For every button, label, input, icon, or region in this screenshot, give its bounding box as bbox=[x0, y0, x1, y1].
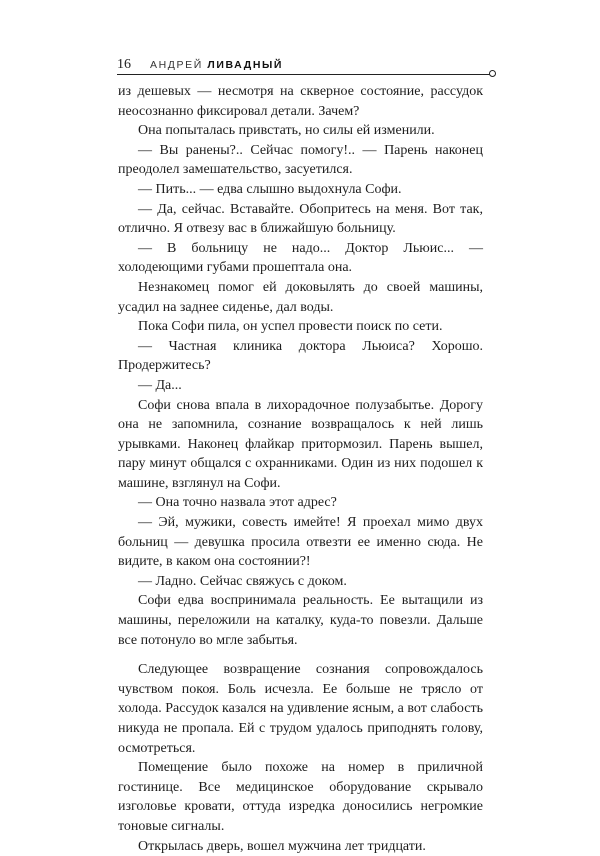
paragraph: — Частная клиника доктора Льюиса? Хорошо. Продержитесь? bbox=[118, 338, 483, 374]
running-header bbox=[117, 57, 496, 75]
paragraph: Она попыталась привстать, но силы ей изменили. bbox=[138, 123, 435, 139]
paragraph: Следующее возвращение сознания сопровождалось чувством покоя. Боль исчезла. Ее больше не трясло от холода. Рассудок казался на удивление ясным, а вот слабость никуда не пропала. Ей с трудом удалось приподнять голову, осмотреться. bbox=[118, 662, 483, 756]
author-name bbox=[150, 58, 283, 72]
paragraph: — Вы ранены?.. Сейчас помогу!.. — Парень наконец преодолел замешательство, засуетился. bbox=[118, 142, 483, 178]
author-first-name: АНДРЕЙ bbox=[150, 59, 203, 71]
body-text bbox=[118, 82, 483, 856]
paragraph: — Ладно. Сейчас свяжусь с доком. bbox=[138, 573, 347, 589]
paragraph: — Да... bbox=[138, 377, 182, 393]
paragraph: — Пить... — едва слышно выдохнула Софи. bbox=[138, 181, 402, 197]
paragraph: Незнакомец помог ей доковылять до своей машины, усадил на заднее сиденье, дал воды. bbox=[118, 279, 483, 315]
paragraph: — Она точно назвала этот адрес? bbox=[138, 495, 337, 511]
paragraph: — Эй, мужики, совесть имейте! Я проехал мимо двух больниц — девушка просила отвезти ее именно сюда. Не видите, в каком она состоянии?! bbox=[118, 515, 483, 570]
header-rule-dot bbox=[489, 70, 496, 77]
paragraph: Помещение было похоже на номер в приличной гостинице. Все медицинское оборудование скрывало изголовье кровати, оттуда изредка доносились негромкие тоновые сигналы. bbox=[118, 760, 483, 834]
paragraph: из дешевых — несмотря на скверное состояние, рассудок неосознанно фиксировал детали. Зачем? bbox=[118, 84, 483, 119]
paragraph: Пока Софи пила, он успел провести поиск по сети. bbox=[138, 319, 443, 335]
paragraph: Софи снова впала в лихорадочное полузабытье. Дорогу она не запомнила, сознание возвращалось к ней лишь урывками. Наконец флайкар притормозил. Парень вышел, пару минут общался с охранниками. Один из них подошел к машине, взглянул на Софи. bbox=[118, 397, 483, 491]
paragraph: Открылась дверь, вошел мужчина лет тридцати. bbox=[138, 838, 426, 854]
page-number: 16 bbox=[117, 57, 131, 72]
paragraph: — В больницу не надо... Доктор Льюис... — холодеющими губами прошептала она. bbox=[118, 240, 483, 276]
paragraph: Софи едва воспринимала реальность. Ее вытащили из машины, переложили на каталку, куда-то повезли. Дальше все потонуло во мгле забытья. bbox=[118, 593, 483, 648]
paragraph: — Да, сейчас. Вставайте. Обопритесь на меня. Вот так, отлично. Я отвезу вас в ближайшую больницу. bbox=[118, 201, 483, 237]
header-rule bbox=[117, 74, 490, 75]
author-last-name: ЛИВАДНЫЙ bbox=[207, 59, 284, 71]
